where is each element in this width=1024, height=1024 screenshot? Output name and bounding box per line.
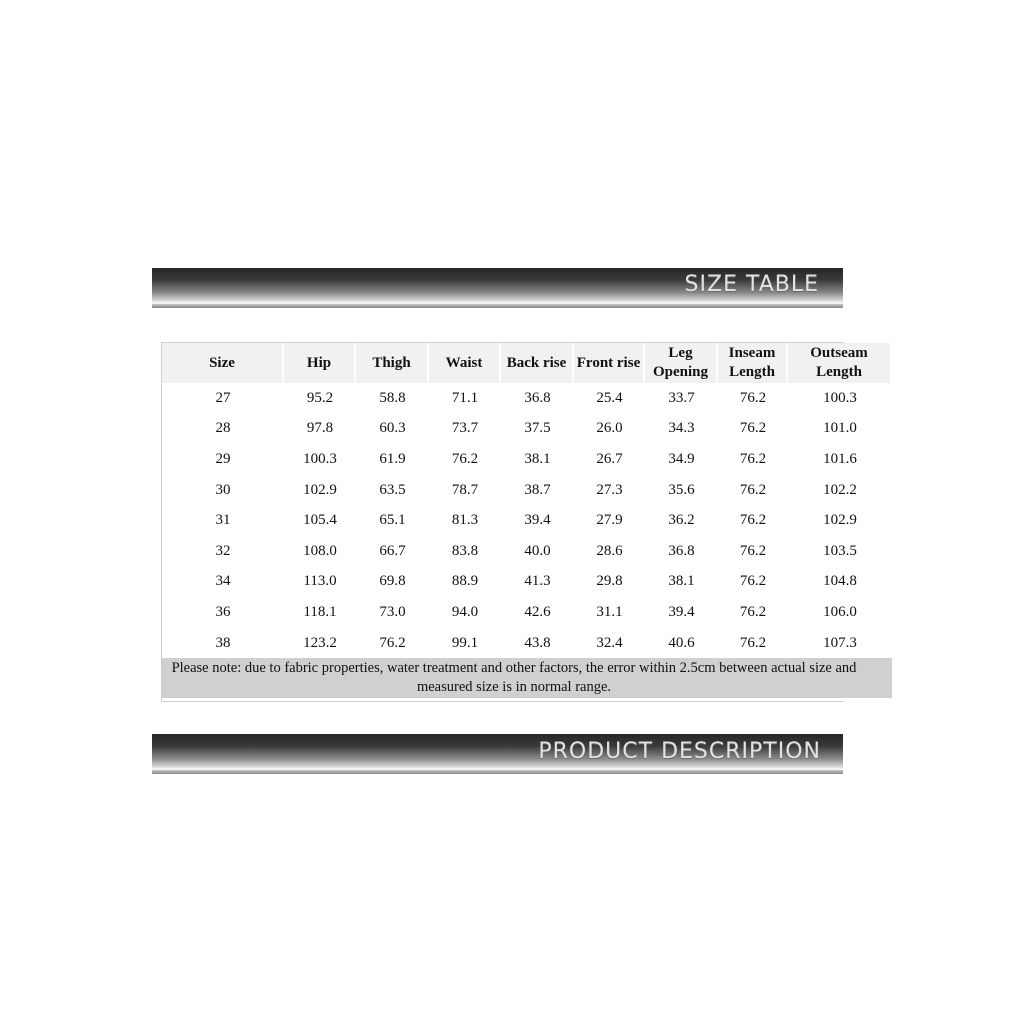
size-table-container (161, 342, 868, 702)
table-cell: 39.4 (524, 512, 551, 529)
table-cell: 60.3 (379, 420, 406, 437)
table-row (162, 383, 892, 414)
table-cell: 33.7 (668, 389, 695, 406)
table-cell: 36.8 (524, 389, 551, 406)
column-header: Waist (429, 343, 501, 383)
table-row (162, 628, 892, 659)
product-description-title: PRODUCT DESCRIPTION (538, 739, 821, 764)
table-cell: 31 (215, 512, 231, 529)
table-row (162, 567, 892, 598)
column-header: Outseam Length (788, 343, 892, 383)
column-header: Inseam Length (718, 343, 788, 383)
table-cell: 81.3 (451, 512, 479, 529)
column-header: Size (162, 343, 284, 383)
table-cell: 105.4 (303, 512, 337, 529)
table-cell: 35.6 (668, 481, 695, 498)
table-cell: 27 (215, 389, 231, 406)
product-description-banner (152, 734, 843, 774)
table-cell: 58.8 (379, 389, 406, 406)
table-cell: 37.5 (524, 420, 551, 437)
column-header: Back rise (501, 343, 574, 383)
table-cell: 39.4 (668, 603, 695, 620)
table-cell: 76.2 (739, 634, 767, 651)
table-row (162, 536, 892, 567)
table-cell: 38 (215, 634, 231, 651)
table-cell: 29.8 (596, 573, 623, 590)
table-cell: 102.2 (823, 481, 857, 498)
table-cell: 100.3 (303, 450, 337, 467)
table-cell: 36.8 (668, 542, 695, 559)
table-cell: 34 (215, 573, 231, 590)
table-cell: 27.3 (596, 481, 623, 498)
table-cell: 73.7 (451, 420, 479, 437)
table-cell: 25.4 (596, 389, 623, 406)
table-cell: 103.5 (823, 542, 857, 559)
table-cell: 99.1 (451, 634, 479, 651)
table-row (162, 597, 892, 628)
size-table-title: SIZE TABLE (684, 272, 819, 297)
table-cell: 34.3 (668, 420, 695, 437)
column-header: Front rise (574, 343, 645, 383)
table-cell: 76.2 (379, 634, 406, 651)
table-cell: 88.9 (451, 573, 479, 590)
table-cell: 76.2 (739, 450, 767, 467)
table-cell: 32.4 (596, 634, 623, 651)
table-cell: 40.0 (524, 542, 551, 559)
table-cell: 94.0 (451, 603, 479, 620)
table-cell: 71.1 (451, 389, 479, 406)
column-header: Hip (284, 343, 356, 383)
table-cell: 61.9 (379, 450, 406, 467)
table-cell: 76.2 (739, 389, 767, 406)
table-body (162, 383, 892, 658)
table-cell: 102.9 (823, 512, 857, 529)
table-cell: 76.2 (739, 573, 767, 590)
table-cell: 113.0 (303, 573, 337, 590)
size-table-banner (152, 268, 843, 308)
table-cell: 63.5 (379, 481, 406, 498)
table-cell: 38.7 (524, 481, 551, 498)
table-cell: 106.0 (823, 603, 857, 620)
table-cell: 26.7 (596, 450, 623, 467)
table-cell: 76.2 (739, 542, 767, 559)
table-cell: 107.3 (823, 634, 857, 651)
table-cell: 38.1 (524, 450, 551, 467)
table-cell: 38.1 (668, 573, 695, 590)
column-header: Thigh (356, 343, 429, 383)
table-cell: 73.0 (379, 603, 406, 620)
table-cell: 36.2 (668, 512, 695, 529)
table-cell: 78.7 (451, 481, 479, 498)
table-header-row (162, 343, 892, 383)
table-cell: 29 (215, 450, 231, 467)
table-cell: 97.8 (306, 420, 334, 437)
table-cell: 76.2 (739, 481, 767, 498)
table-cell: 42.6 (524, 603, 551, 620)
table-cell: 26.0 (596, 420, 623, 437)
table-cell: 123.2 (303, 634, 337, 651)
note-cell (162, 658, 892, 698)
table-cell: 95.2 (306, 389, 334, 406)
table-cell: 28.6 (596, 542, 623, 559)
table-cell: 104.8 (823, 573, 857, 590)
table-cell: 36 (215, 603, 231, 620)
table-cell: 76.2 (739, 420, 767, 437)
table-cell: 76.2 (451, 450, 479, 467)
table-cell: 65.1 (379, 512, 406, 529)
table-cell: 31.1 (596, 603, 623, 620)
table-row (162, 444, 892, 475)
table-cell: 76.2 (739, 512, 767, 529)
table-cell: 30 (215, 481, 231, 498)
table-row (162, 475, 892, 506)
table-cell: 32 (215, 542, 231, 559)
table-cell: 76.2 (739, 603, 767, 620)
table-cell: 102.9 (303, 481, 337, 498)
table-cell: 43.8 (524, 634, 551, 651)
table-row (162, 505, 892, 536)
table-cell: 108.0 (303, 542, 337, 559)
column-header: Leg Opening (645, 343, 718, 383)
table-cell: 118.1 (303, 603, 337, 620)
size-note: Please note: due to fabric properties, water treatment and other factors, the error within 2.5cm between actual size and measured size is in normal range. (171, 660, 857, 696)
table-cell: 83.8 (451, 542, 479, 559)
table-cell: 69.8 (379, 573, 406, 590)
table-row (162, 414, 892, 445)
table-cell: 66.7 (379, 542, 406, 559)
note-row (162, 658, 892, 698)
table-cell: 101.0 (823, 420, 857, 437)
table-cell: 100.3 (823, 389, 857, 406)
table-cell: 40.6 (668, 634, 695, 651)
table-cell: 101.6 (823, 450, 857, 467)
table-cell: 34.9 (668, 450, 695, 467)
size-table (162, 343, 892, 698)
table-cell: 41.3 (524, 573, 551, 590)
table-cell: 28 (215, 420, 231, 437)
table-cell: 27.9 (596, 512, 623, 529)
